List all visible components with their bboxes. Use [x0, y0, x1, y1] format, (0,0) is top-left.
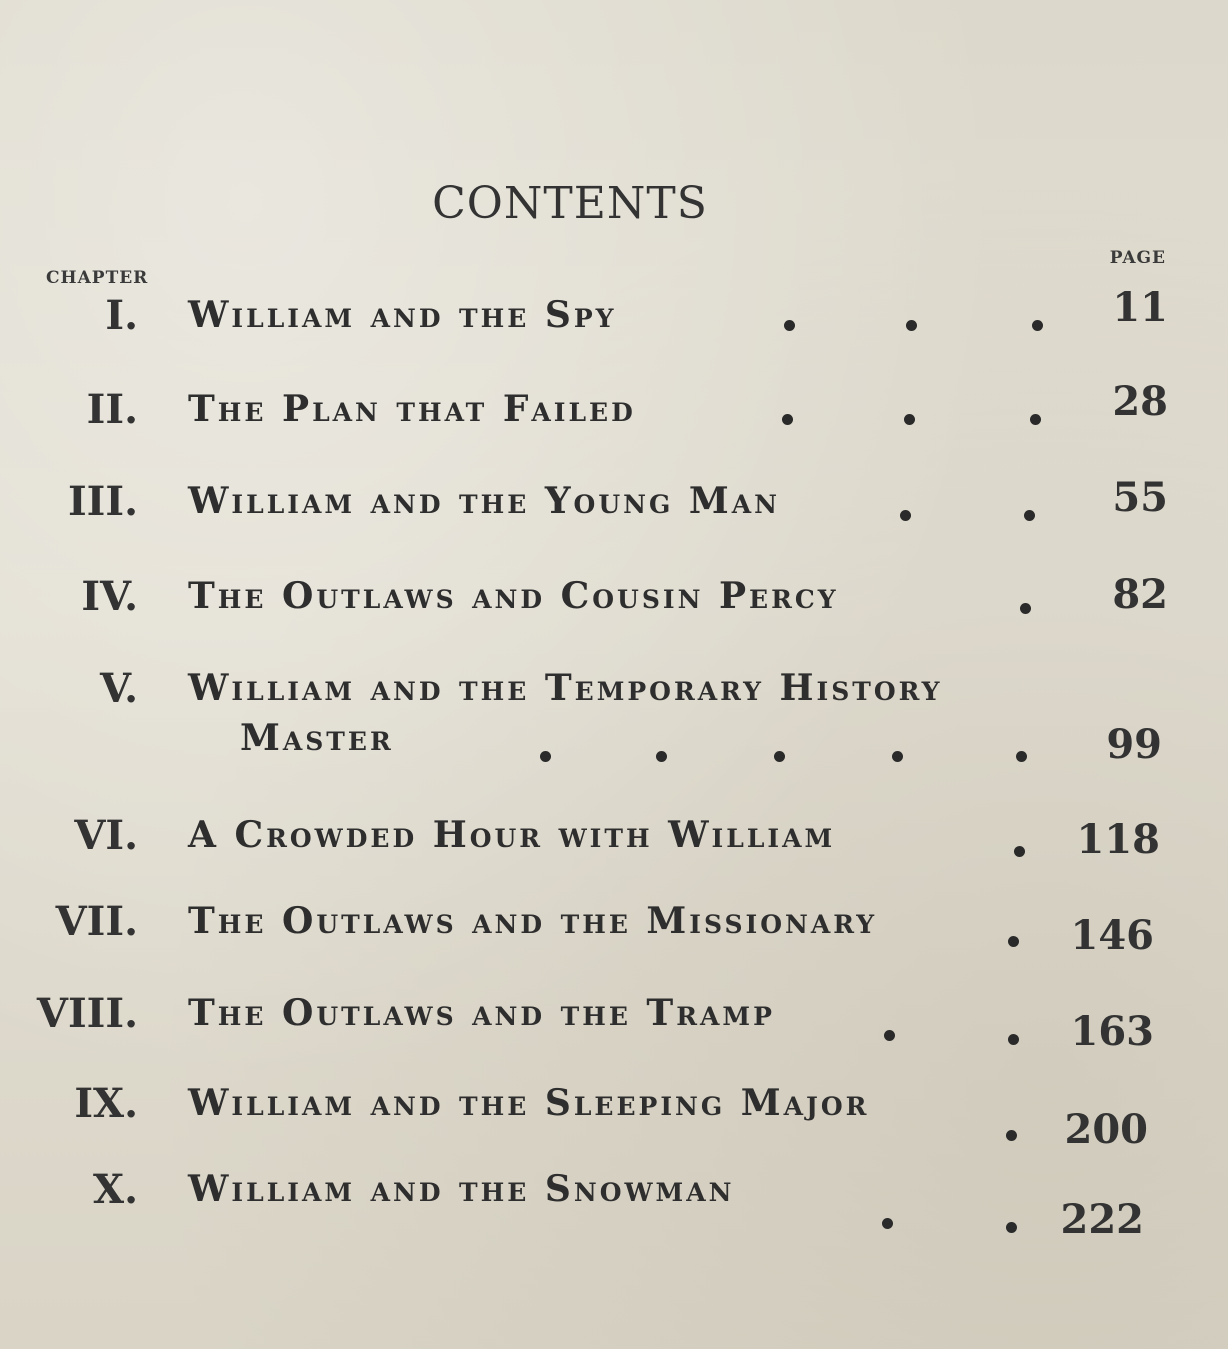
leader-dot: [1008, 936, 1019, 947]
chapter-column-label: CHAPTER: [46, 268, 149, 288]
page-number: 11: [1112, 284, 1168, 331]
toc-entry: [0, 812, 1228, 872]
page-number: 55: [1112, 474, 1168, 521]
leader-dot: [884, 1030, 895, 1041]
chapter-title: A Crowded Hour with William: [188, 814, 836, 856]
toc-entry: [0, 284, 1228, 352]
toc-entry: [0, 474, 1228, 538]
chapter-number: VII.: [55, 898, 138, 945]
toc-entry: [0, 573, 1228, 633]
leader-dot: [774, 751, 785, 762]
leader-dot: [656, 751, 667, 762]
chapter-title: William and the Temporary History: [188, 667, 943, 709]
page-number: 28: [1112, 378, 1168, 425]
leader-dot: [1006, 1222, 1017, 1233]
page-number: 200: [1064, 1106, 1148, 1153]
chapter-number: V.: [100, 665, 138, 712]
chapter-number: II.: [86, 386, 138, 433]
chapter-title-continuation: Master: [240, 717, 394, 759]
chapter-title: William and the Snowman: [188, 1168, 735, 1210]
leader-dot: [540, 751, 551, 762]
page-number: 163: [1070, 1008, 1154, 1055]
leader-dot: [904, 414, 915, 425]
chapter-number: I.: [105, 292, 138, 339]
page-number: 222: [1060, 1196, 1144, 1243]
leader-dot: [1016, 751, 1027, 762]
page-number: 99: [1106, 721, 1162, 768]
chapter-number: IV.: [81, 573, 138, 620]
leader-dot: [882, 1218, 893, 1229]
page-number: 146: [1070, 912, 1154, 959]
leader-dot: [1024, 510, 1035, 521]
chapter-title: William and the Young Man: [188, 480, 780, 522]
chapter-number: X.: [93, 1166, 138, 1213]
leader-dot: [892, 751, 903, 762]
chapter-number: IX.: [74, 1080, 138, 1127]
leader-dot: [906, 320, 917, 331]
chapter-number: VIII.: [36, 990, 138, 1037]
chapter-title: The Outlaws and the Missionary: [188, 900, 878, 942]
leader-dot: [1014, 846, 1025, 857]
leader-dot: [900, 510, 911, 521]
chapter-title: William and the Sleeping Major: [188, 1082, 870, 1124]
leader-dot: [1008, 1034, 1019, 1045]
page-number: 118: [1076, 816, 1160, 863]
toc-entry: [0, 990, 1228, 1055]
toc-entry: [0, 898, 1228, 958]
leader-dot: [1030, 414, 1041, 425]
leader-dot: [1006, 1130, 1017, 1141]
leader-dot: [1020, 603, 1031, 614]
leader-dot: [784, 320, 795, 331]
toc-entry: [0, 1166, 1228, 1243]
chapter-number: VI.: [74, 812, 138, 859]
leader-dot: [1032, 320, 1043, 331]
chapter-title: The Plan that Failed: [188, 388, 636, 430]
page-column-label: PAGE: [1109, 248, 1166, 268]
page-title: CONTENTS: [432, 178, 708, 229]
toc-entry: [0, 665, 1228, 785]
page-number: 82: [1112, 571, 1168, 618]
toc-entry: [0, 378, 1228, 446]
chapter-title: William and the Spy: [188, 294, 617, 336]
chapter-number: III.: [67, 478, 138, 525]
leader-dot: [782, 414, 793, 425]
chapter-title: The Outlaws and the Tramp: [188, 992, 775, 1034]
chapter-title: The Outlaws and Cousin Percy: [188, 575, 839, 617]
toc-entry: [0, 1080, 1228, 1153]
